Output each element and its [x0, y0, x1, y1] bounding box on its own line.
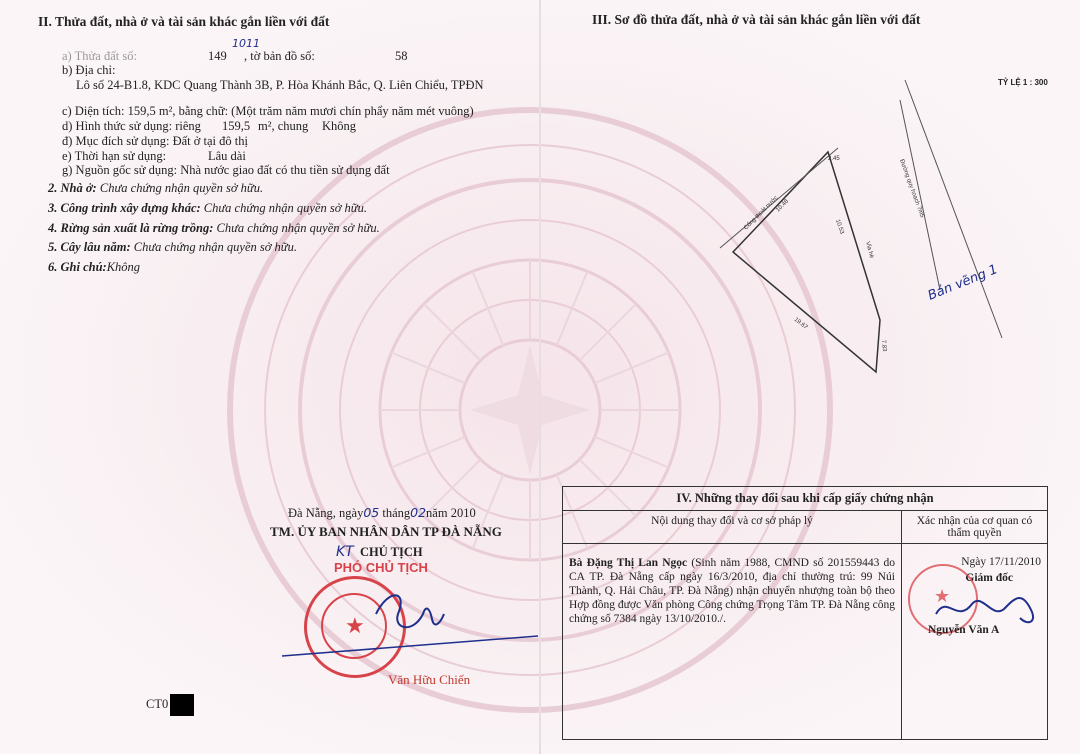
star-icon: ★ [934, 586, 951, 606]
perennial-trees-item: 5. Cây lâu năm: Chưa chứng nhận quyền sở hữu. [48, 240, 298, 254]
emblem-ray [579, 304, 636, 361]
handwritten-kt-mark: KT [336, 544, 354, 560]
handwritten-drawing-note: Bản vẽng 1 [925, 262, 1000, 304]
emblem-ray [391, 353, 465, 384]
address-label: b) Địa chỉ: [62, 63, 116, 77]
emblem-ray [595, 437, 669, 468]
serial-number: CT0 [146, 697, 169, 711]
signature-underline [280, 632, 542, 660]
dim-right: 10.53 [834, 218, 845, 235]
change-entry: Bà Đặng Thị Lan Ngọc (Sinh năm 1988, CMND số 201559443 do CA TP. Đà Nẵng cấp ngày 16/3/2010, địa chỉ thường trú: 99 Núi Thành, Q. Hải Châu, TP. Đà Nẵng) nhận chuyển nhượng toàn bộ theo Hợp đồng được Văn phòng Công chứng Trọng Tâm TP. Đà Nẵng công chứng số 7384 ngày 13/10/2010./. [563, 544, 902, 740]
confirm-name: Nguyễn Văn A [928, 624, 1000, 636]
house-item: 2. Nhà ở: Chưa chứng nhận quyền sở hữu. [48, 181, 264, 195]
star-icon: ★ [345, 613, 365, 638]
emblem-ray [473, 271, 504, 345]
dim-top: 10.48 [775, 198, 791, 214]
handwritten-parcel-note: 1011 [232, 37, 260, 50]
section-ii-title: II. Thửa đất, nhà ở và tài sản khác gắn liền với đất [38, 14, 330, 29]
use-private-area: 159,5 [222, 119, 251, 133]
land-origin: g) Nguồn gốc sử dụng: Nhà nước giao đất có thu tiền sử dụng đất [62, 163, 390, 177]
parcel-diagram [700, 80, 1030, 400]
section-iii-title: III. Sơ đồ thửa đất, nhà ở và tài sản khác gắn liền với đất [592, 12, 921, 27]
sidewalk-label: Vỉa hè [864, 240, 875, 259]
use-form-label: d) Hình thức sử dụng: riêng [62, 119, 201, 133]
alley-line [720, 148, 838, 248]
parcel-number-label: a) Thửa đất số: [62, 49, 137, 63]
changes-title: IV. Những thay đổi sau khi cấp giấy chứng nhận [563, 487, 1048, 511]
changes-table [562, 486, 1048, 740]
signer-name: Văn Hữu Chiến [388, 672, 471, 687]
term-label: e) Thời hạn sử dụng: [62, 149, 167, 163]
use-shared: Không [322, 119, 357, 133]
vice-chairman-stamp-text: PHÓ CHỦ TỊCH [334, 560, 428, 575]
road-label: Đường quy hoạch 7m5 [898, 158, 925, 219]
issue-date: Đà Nẵng, ngày05 tháng02năm 2010 [288, 505, 476, 520]
parcel-outline [733, 152, 880, 372]
other-construction-item: 3. Công trình xây dựng khác: Chưa chứng nhận quyền sở hữu. [48, 201, 368, 215]
dim-end: 7.83 [880, 339, 888, 352]
changes-col-content: Nội dung thay đổi và cơ sở pháp lý [563, 511, 902, 544]
dim-corner: 2.45 [828, 156, 840, 162]
issuing-authority: TM. ỦY BAN NHÂN DÂN TP ĐÀ NẴNG [270, 524, 502, 539]
emblem-ray [391, 437, 465, 468]
map-sheet-label: , tờ bản đồ số: [244, 49, 315, 63]
notes-item: 6. Ghi chú:Không [48, 260, 141, 274]
emblem-ray [557, 271, 588, 345]
change-confirmation [902, 544, 1048, 740]
term-value: Lâu dài [208, 149, 246, 163]
dim-bottom: 19.67 [792, 316, 809, 331]
land-purpose: đ) Mục đích sử dụng: Đất ở tại đô thị [62, 134, 248, 148]
confirm-role: Giám đốc [965, 572, 1013, 584]
sidewalk-line [900, 100, 940, 290]
planted-forest-item: 4. Rừng sản xuất là rừng trồng: Chưa chứng nhận quyền sở hữu. [48, 221, 380, 235]
chairman-title: CHỦ TỊCH [360, 545, 423, 559]
area-line: c) Diện tích: 159,5 m², bằng chữ: (Một trăm năm mươi chín phẩy năm mét vuông) [62, 104, 474, 118]
emblem-ray [595, 353, 669, 384]
address-value: Lô số 24-B1.8, KDC Quang Thành 3B, P. Hòa Khánh Bắc, Q. Liên Chiểu, TPĐN [76, 78, 484, 92]
parcel-number: 149 [208, 49, 227, 63]
emblem-ray [424, 304, 481, 361]
changes-col-confirm: Xác nhận của cơ quan có thẩm quyền [902, 511, 1048, 544]
map-sheet-number: 58 [395, 49, 408, 63]
confirm-date: Ngày 17/11/2010 [961, 556, 1041, 568]
use-unit: m², chung [258, 119, 309, 133]
alley-label: Cống thoát nước [743, 195, 780, 232]
redacted-serial-box [170, 694, 194, 716]
map-scale: TỶ LỆ 1 : 300 [998, 78, 1048, 87]
